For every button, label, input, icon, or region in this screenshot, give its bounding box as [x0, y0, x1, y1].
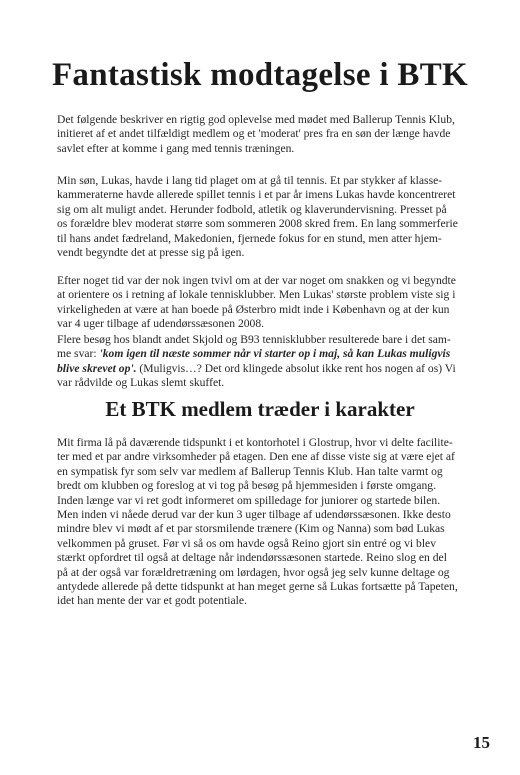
paragraph-intro — [57, 113, 486, 156]
text-line: til hans andet fædreland, Makedonien, fjernede fokus for en stund, men atter hjem- — [57, 231, 442, 245]
text-line: Men inden vi nåede derud var der kun 3 uger tilbage af udendørssæsonen. Ikke desto — [57, 508, 451, 522]
text-line: var rådvilde og Lukas slemt skuffet. — [57, 376, 225, 390]
text-line: at orientere os i retning af lokale tennisklubber. Men Lukas' største problem viste sig i — [57, 288, 456, 302]
text-line: kammeraterne havde allerede spillet tennis i et par år imens Lukas havde koncentreret — [57, 188, 456, 202]
text-line: antydede allerede på dette tidspunkt at han meget gerne så Lukas fortsætte på Tapeten, — [57, 580, 458, 594]
text-plain: me svar: — [57, 347, 100, 361]
text-line: virkeligheden at være at han boede på Østerbro midt inde i København og at der kun — [57, 302, 450, 316]
text-line: idet han mente der var et godt potentiale. — [57, 594, 247, 608]
text-line: stærkt opfordret til også at deltage når indendørssæsonen startede. Reino slog en del — [57, 551, 447, 565]
text-line — [57, 362, 486, 376]
paragraph-btk-member — [57, 436, 486, 609]
text-line: en sympatisk fyr som selv var medlem af Ballerup Tennis Klub. Han talte varmt og — [57, 464, 443, 478]
paragraph-rejections — [57, 333, 486, 391]
quote-emphasis: blive skrevet op'. — [57, 361, 137, 375]
text-line: mindre blev vi mødt af et par storsmilende trænere (Kim og Nanna) som bød Lukas — [57, 522, 445, 536]
text-line: vendt begyndte det at presse sig på igen. — [57, 246, 245, 260]
text-line — [57, 347, 486, 361]
text-line: initieret af et andet tilfældigt medlem og et 'moderat' pres fra en søn der længe havde — [57, 127, 451, 141]
text-line: Min søn, Lukas, havde i lang tid plaget om at gå til tennis. Et par stykker af klasse- — [57, 174, 443, 187]
page-number: 15 — [473, 733, 490, 752]
text-plain: (Muligvis…? Det ord klingede absolut ikke rent hos nogen af os) Vi — [136, 361, 456, 375]
text-line: Det følgende beskriver en rigtig god oplevelse med mødet med Ballerup Tennis Klub, — [57, 113, 455, 126]
paragraph-search — [57, 274, 486, 332]
text-line: Flere besøg hos blandt andet Skjold og B93 tennisklubber resulterede bare i det sam- — [57, 333, 451, 346]
quote-emphasis: 'kom igen til næste sommer når vi starter op i maj, så kan Lukas muligvis — [99, 347, 451, 361]
paragraph-background — [57, 174, 486, 260]
text-line: sig om alt muligt andet. Herunder fodbold, atletik og klaverundervisning. Presset på — [57, 202, 447, 216]
article-title: Fantastisk modtagelse i BTK — [51, 57, 469, 93]
text-line: Inden længe var vi ret godt informeret om spilledage for juniorer og startede bilen. — [57, 493, 441, 507]
text-line: ter med et par andre virksomheder på etagen. Den ene af disse viste sig at være ejet af — [57, 450, 455, 464]
text-line: bredt om klubben og foreslog at vi tog på besøg på hjemmesiden i første omgang. — [57, 479, 436, 493]
text-line: på at der også var forældretræning om lørdagen, hvor også jeg selv kunne deltage og — [57, 565, 450, 579]
text-line: savlet efter at komme i gang med tennis træningen. — [57, 141, 295, 155]
text-line: velkommen på gruset. Før vi så os om havde også Reino gjort sin entré og vi blev — [57, 536, 436, 550]
text-line: os forældre blev moderat større som sommeren 2008 skred frem. En lang sommerferie — [57, 217, 458, 231]
section-heading: Et BTK medlem træder i karakter — [105, 397, 415, 421]
text-line: var 4 uger tilbage af udendørssæsonen 2008. — [57, 317, 265, 331]
text-line: Mit firma lå på daværende tidspunkt i et kontorhotel i Glostrup, hvor vi delte facilite- — [57, 436, 453, 449]
text-line: Efter noget tid var der nok ingen tvivl om at der var noget om snakken og vi begyndte — [57, 274, 456, 287]
